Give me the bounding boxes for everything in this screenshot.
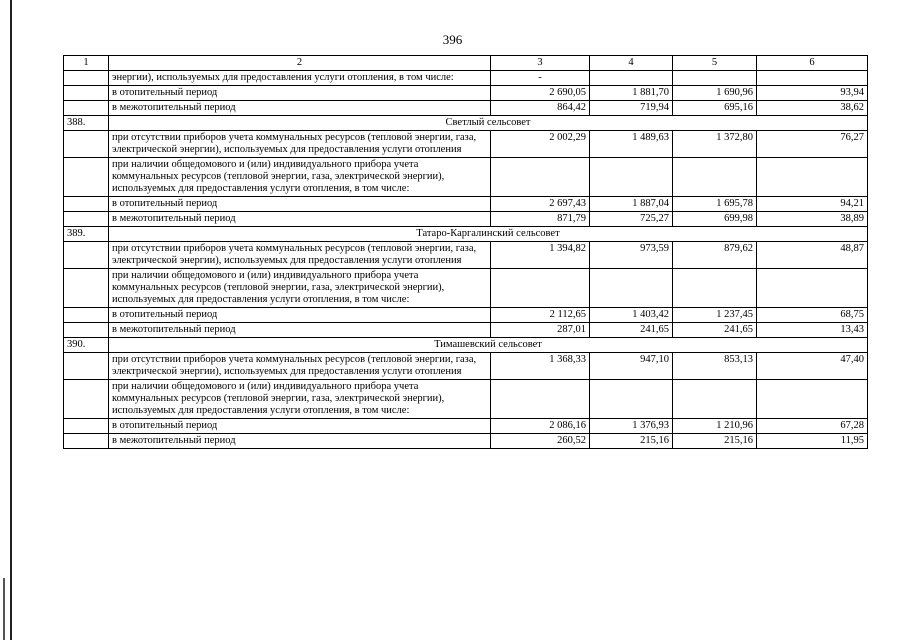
- value-col-3: 2 697,43: [491, 197, 590, 212]
- value-col-5: [673, 158, 757, 197]
- value-col-5: 1 210,96: [673, 419, 757, 434]
- row-description: при наличии общедомового и (или) индивидуального прибора учета коммунальных ресурсов (тепловой энергии, газа, электрической энергии), используемых для предоставления услуги отопления, в том числе:: [109, 158, 491, 197]
- value-col-5: 1 695,78: [673, 197, 757, 212]
- row-description: в отопительный период: [109, 419, 491, 434]
- row-number: 389.: [64, 227, 109, 242]
- row-number: [64, 380, 109, 419]
- row-description: в отопительный период: [109, 308, 491, 323]
- value-col-4: 947,10: [590, 353, 673, 380]
- header-col-1: 1: [64, 56, 109, 71]
- section-title: Светлый сельсовет: [109, 116, 868, 131]
- value-col-4: [590, 71, 673, 86]
- row-number: [64, 101, 109, 116]
- value-col-5: 699,98: [673, 212, 757, 227]
- value-col-4: 973,59: [590, 242, 673, 269]
- row-number: [64, 434, 109, 449]
- value-col-4: 719,94: [590, 101, 673, 116]
- section-row: [64, 116, 868, 131]
- row-description: энергии), используемых для предоставления услуги отопления, в том числе:: [109, 71, 491, 86]
- row-number: [64, 212, 109, 227]
- value-col-6: [757, 158, 868, 197]
- row-number: 390.: [64, 338, 109, 353]
- row-number: [64, 158, 109, 197]
- section-title: Татаро-Каргалинский сельсовет: [109, 227, 868, 242]
- value-col-6: [757, 269, 868, 308]
- value-col-4: 1 881,70: [590, 86, 673, 101]
- value-col-5: [673, 71, 757, 86]
- row-description: при отсутствии приборов учета коммунальных ресурсов (тепловой энергии, газа, электрической энергии), используемых для предоставления услуги отопления: [109, 131, 491, 158]
- value-col-4: [590, 269, 673, 308]
- value-col-6: 48,87: [757, 242, 868, 269]
- value-col-6: 38,62: [757, 101, 868, 116]
- value-col-6: 76,27: [757, 131, 868, 158]
- header-col-5: 5: [673, 56, 757, 71]
- value-col-6: 47,40: [757, 353, 868, 380]
- row-number: [64, 86, 109, 101]
- row-number: [64, 197, 109, 212]
- value-col-3: 2 690,05: [491, 86, 590, 101]
- value-col-4: 241,65: [590, 323, 673, 338]
- value-col-3: 1 368,33: [491, 353, 590, 380]
- row-number: [64, 353, 109, 380]
- period-row: [64, 323, 868, 338]
- period-row: [64, 212, 868, 227]
- tariff-table: [63, 55, 868, 449]
- value-col-4: 1 887,04: [590, 197, 673, 212]
- section-row: [64, 338, 868, 353]
- row-description: в межотопительный период: [109, 101, 491, 116]
- value-col-6: 68,75: [757, 308, 868, 323]
- header-col-2: 2: [109, 56, 491, 71]
- value-col-6: 94,21: [757, 197, 868, 212]
- row-description: при наличии общедомового и (или) индивидуального прибора учета коммунальных ресурсов (тепловой энергии, газа, электрической энергии), используемых для предоставления услуги отопления, в том числе:: [109, 380, 491, 419]
- row-number: [64, 419, 109, 434]
- value-col-3: -: [491, 71, 590, 86]
- row-number: [64, 131, 109, 158]
- value-col-3: [491, 158, 590, 197]
- value-col-5: 695,16: [673, 101, 757, 116]
- row-description: при наличии общедомового и (или) индивидуального прибора учета коммунальных ресурсов (тепловой энергии, газа, электрической энергии), используемых для предоставления услуги отопления, в том числе:: [109, 269, 491, 308]
- value-col-5: 879,62: [673, 242, 757, 269]
- description-row: [64, 158, 868, 197]
- value-col-6: [757, 380, 868, 419]
- row-number: [64, 308, 109, 323]
- value-col-4: 215,16: [590, 434, 673, 449]
- row-description: в отопительный период: [109, 197, 491, 212]
- page-number: 396: [442, 32, 463, 47]
- value-col-3: 2 002,29: [491, 131, 590, 158]
- value-col-4: 1 489,63: [590, 131, 673, 158]
- period-row: [64, 197, 868, 212]
- value-col-6: 13,43: [757, 323, 868, 338]
- description-row: [64, 269, 868, 308]
- value-col-6: [757, 71, 868, 86]
- value-col-3: [491, 380, 590, 419]
- row-description: при отсутствии приборов учета коммунальных ресурсов (тепловой энергии, газа, электрической энергии), используемых для предоставления услуги отопления: [109, 242, 491, 269]
- row-description: в отопительный период: [109, 86, 491, 101]
- value-col-3: 864,42: [491, 101, 590, 116]
- value-col-5: 215,16: [673, 434, 757, 449]
- value-col-5: [673, 269, 757, 308]
- description-row: [64, 353, 868, 380]
- section-title: Тимашевский сельсовет: [109, 338, 868, 353]
- value-col-4: 1 376,93: [590, 419, 673, 434]
- row-number: [64, 71, 109, 86]
- value-col-3: 260,52: [491, 434, 590, 449]
- row-number: [64, 242, 109, 269]
- period-row: [64, 434, 868, 449]
- header-col-3: 3: [491, 56, 590, 71]
- value-col-4: [590, 380, 673, 419]
- period-row: [64, 419, 868, 434]
- value-col-3: 287,01: [491, 323, 590, 338]
- row-number: [64, 323, 109, 338]
- scan-edge: [10, 0, 12, 640]
- value-col-3: 871,79: [491, 212, 590, 227]
- value-col-4: 1 403,42: [590, 308, 673, 323]
- value-col-6: 67,28: [757, 419, 868, 434]
- header-col-6: 6: [757, 56, 868, 71]
- description-row: [64, 71, 868, 86]
- value-col-5: [673, 380, 757, 419]
- section-row: [64, 227, 868, 242]
- description-row: [64, 131, 868, 158]
- row-number: [64, 269, 109, 308]
- row-description: при отсутствии приборов учета коммунальных ресурсов (тепловой энергии, газа, электрической энергии), используемых для предоставления услуги отопления: [109, 353, 491, 380]
- period-row: [64, 86, 868, 101]
- row-number: 388.: [64, 116, 109, 131]
- period-row: [64, 308, 868, 323]
- row-description: в межотопительный период: [109, 212, 491, 227]
- description-row: [64, 380, 868, 419]
- value-col-6: 11,95: [757, 434, 868, 449]
- value-col-3: 1 394,82: [491, 242, 590, 269]
- value-col-5: 241,65: [673, 323, 757, 338]
- header-row: [64, 56, 868, 71]
- value-col-5: 1 237,45: [673, 308, 757, 323]
- row-description: в межотопительный период: [109, 434, 491, 449]
- value-col-5: 1 372,80: [673, 131, 757, 158]
- value-col-5: 1 690,96: [673, 86, 757, 101]
- value-col-3: [491, 269, 590, 308]
- description-row: [64, 242, 868, 269]
- value-col-5: 853,13: [673, 353, 757, 380]
- value-col-4: 725,27: [590, 212, 673, 227]
- value-col-3: 2 112,65: [491, 308, 590, 323]
- header-col-4: 4: [590, 56, 673, 71]
- row-description: в межотопительный период: [109, 323, 491, 338]
- period-row: [64, 101, 868, 116]
- scan-edge-bottom: [3, 578, 5, 640]
- value-col-3: 2 086,16: [491, 419, 590, 434]
- value-col-4: [590, 158, 673, 197]
- value-col-6: 38,89: [757, 212, 868, 227]
- value-col-6: 93,94: [757, 86, 868, 101]
